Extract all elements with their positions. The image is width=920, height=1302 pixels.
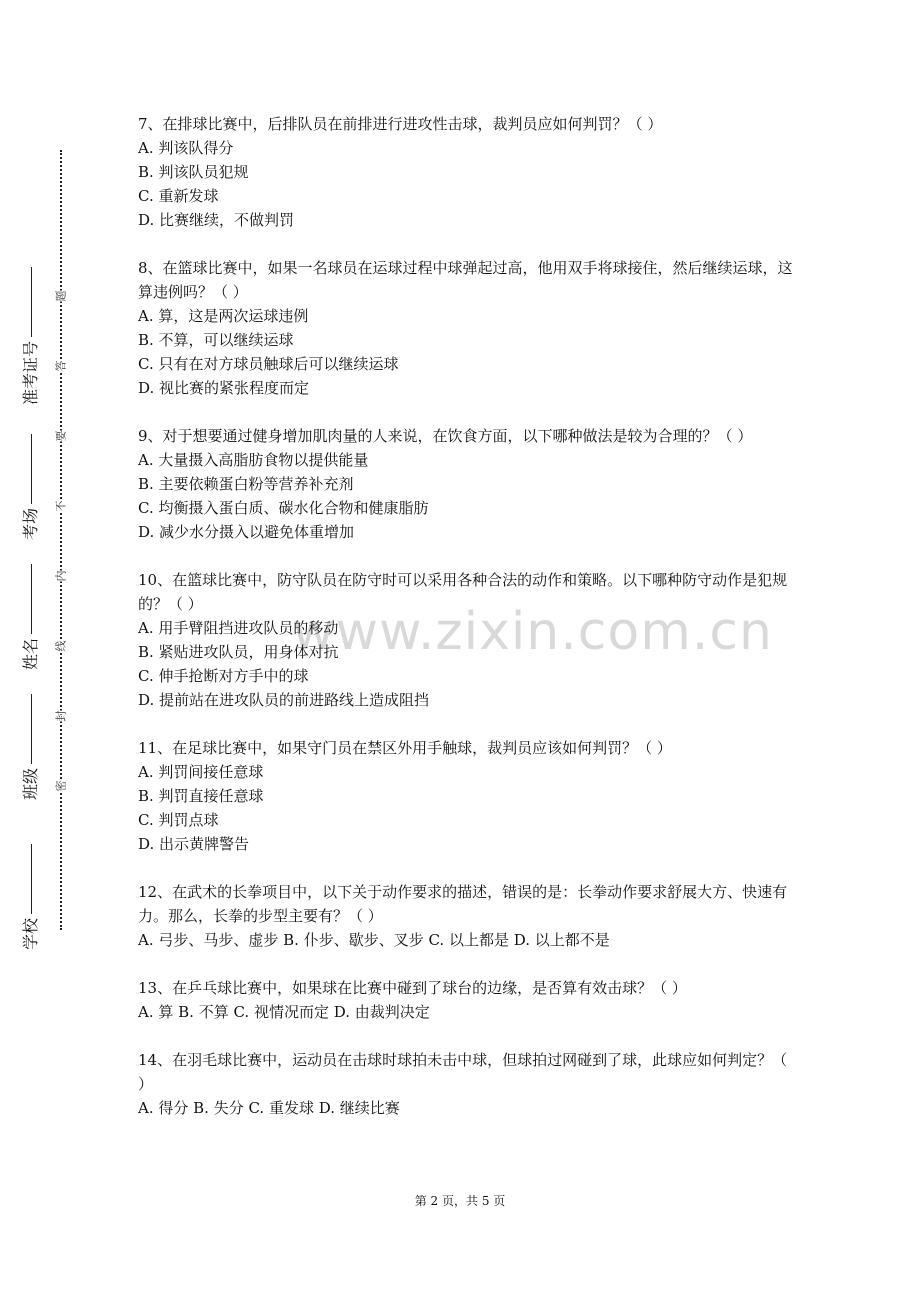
inline-options: A. 得分 B. 失分 C. 重发球 D. 继续比赛 [138, 1099, 400, 1117]
option-c: C. 均衡摄入蛋白质、碳水化合物和健康脂肪 [138, 499, 429, 517]
question-stem: 7、在排球比赛中，后排队员在前排进行进攻性击球，裁判员应如何判罚？（ ） [138, 115, 663, 133]
option-a: A. 用手臂阻挡进攻队员的移动 [138, 619, 339, 637]
option-b: B. 判罚直接任意球 [138, 787, 264, 805]
question-13 [138, 976, 793, 1024]
question-stem: 9、对于想要通过健身增加肌肉量的人来说，在饮食方面，以下哪种做法是较为合理的？（ ） [138, 427, 753, 445]
question-stem: 12、在武术的长拳项目中，以下关于动作要求的描述，错误的是：长拳动作要求舒展大方、快速有力。那么，长拳的步型主要有？（ ） [138, 883, 788, 925]
option-c: C. 判罚点球 [138, 811, 219, 829]
option-b: B. 判该队员犯规 [138, 163, 249, 181]
question-stem: 10、在篮球比赛中，防守队员在防守时可以采用各种合法的动作和策略。以下哪种防守动作是犯规的？（ ） [138, 571, 788, 613]
option-a: A. 判该队得分 [138, 139, 234, 157]
question-14 [138, 1048, 793, 1120]
school-field: 学校 [18, 844, 41, 950]
inline-options: A. 算 B. 不算 C. 视情况而定 D. 由裁判决定 [138, 1003, 430, 1021]
class-field: 班级 [18, 694, 41, 800]
seal-char: 封 [54, 710, 68, 722]
option-d: D. 视比赛的紧张程度而定 [138, 379, 310, 397]
option-d: D. 比赛继续，不做判罚 [138, 211, 295, 229]
page-number: 第 2 页，共 5 页 [414, 1194, 506, 1208]
option-a: A. 大量摄入高脂肪食物以提供能量 [138, 451, 369, 469]
question-7 [138, 112, 793, 232]
watermark: www.zixin.com.cn [292, 602, 773, 662]
name-field: 姓名 [18, 564, 41, 670]
question-9 [138, 424, 793, 544]
seal-char: 题 [54, 290, 68, 302]
seal-char: 线 [54, 640, 68, 652]
seal-char: 答 [54, 360, 68, 372]
option-d: D. 提前站在进攻队员的前进路线上造成阻挡 [138, 691, 430, 709]
question-12 [138, 880, 793, 952]
seal-char: 不 [54, 500, 68, 512]
option-b: B. 主要依赖蛋白粉等营养补充剂 [138, 475, 354, 493]
question-8 [138, 256, 793, 400]
question-stem: 14、在羽毛球比赛中，运动员在击球时球拍未击中球，但球拍过网碰到了球，此球应如何判定？（ ） [138, 1051, 788, 1093]
option-d: D. 减少水分摄入以避免体重增加 [138, 523, 355, 541]
question-stem: 13、在乒乓球比赛中，如果球在比赛中碰到了球台的边缘，是否算有效击球？（ ） [138, 979, 687, 997]
seal-char: 密 [54, 780, 68, 792]
option-a: A. 判罚间接任意球 [138, 763, 264, 781]
option-d: D. 出示黄牌警告 [138, 835, 250, 853]
question-stem: 8、在篮球比赛中，如果一名球员在运球过程中球弹起过高，他用双手将球接住，然后继续运球，这算违例吗？（ ） [138, 259, 793, 301]
question-11 [138, 736, 793, 856]
binding-margin [18, 150, 44, 960]
option-c: C. 伸手抢断对方手中的球 [138, 667, 309, 685]
question-list [138, 112, 793, 1144]
question-10 [138, 568, 793, 712]
inline-options: A. 弓步、马步、虚步 B. 仆步、歇步、叉步 C. 以上都是 D. 以上都不是 [138, 931, 610, 949]
option-a: A. 算，这是两次运球违例 [138, 307, 309, 325]
question-stem: 11、在足球比赛中，如果守门员在禁区外用手触球，裁判员应该如何判罚？（ ） [138, 739, 672, 757]
option-b: B. 不算，可以继续运球 [138, 331, 294, 349]
exam-room-field: 考场 [18, 434, 41, 540]
exam-id-field: 准考证号 [18, 267, 41, 405]
option-c: C. 只有在对方球员触球后可以继续运球 [138, 355, 399, 373]
option-b: B. 紧贴进攻队员，用身体对抗 [138, 643, 339, 661]
option-c: C. 重新发球 [138, 187, 219, 205]
seal-dotted-line [60, 150, 72, 930]
seal-char: 内 [54, 570, 68, 582]
seal-char: 要 [54, 430, 68, 442]
